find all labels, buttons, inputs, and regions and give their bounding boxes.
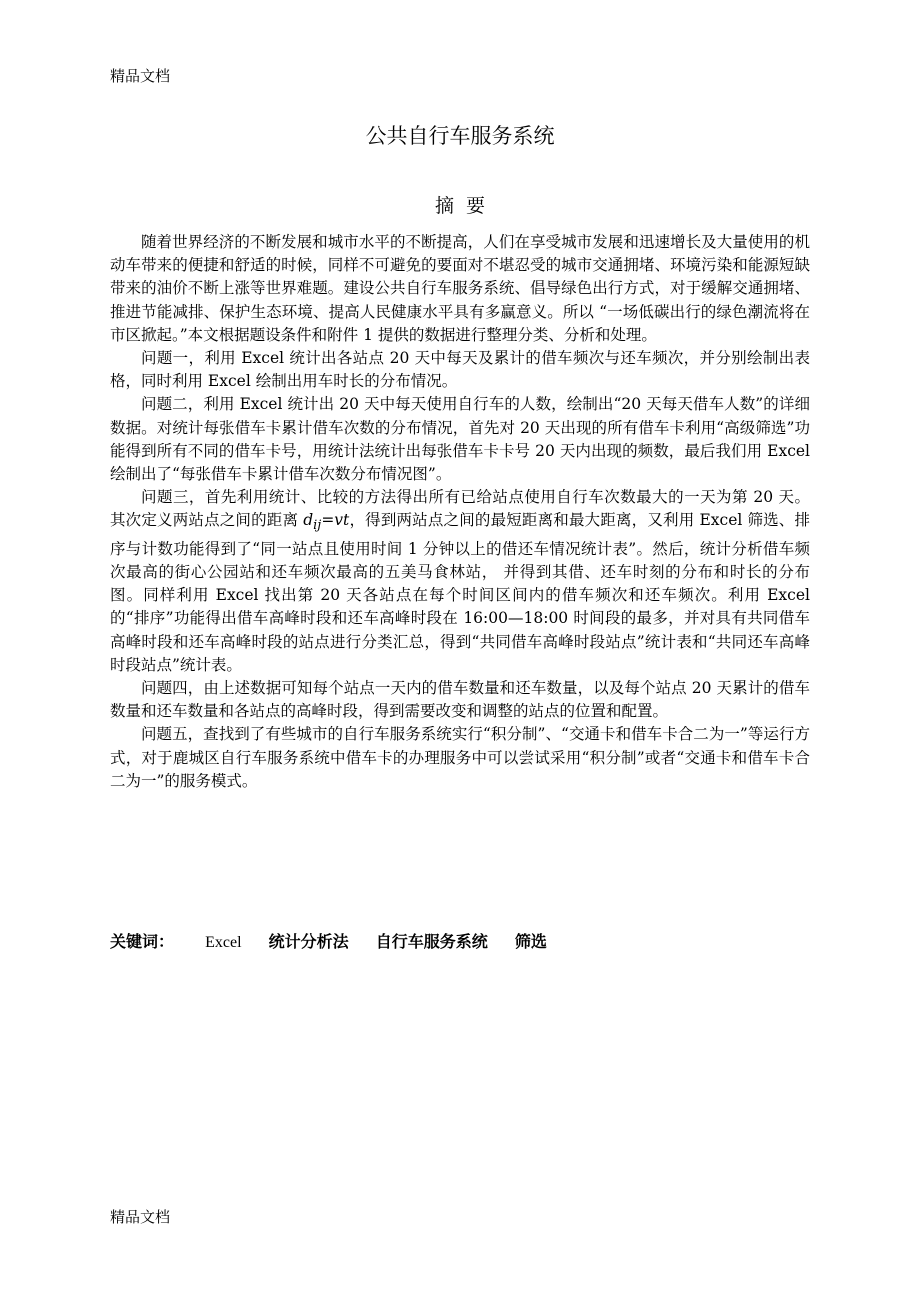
distance-subscript: ij xyxy=(313,518,322,534)
page-footer: 精品文档 xyxy=(110,1208,171,1226)
abstract-paragraph-q4: 问题四，由上述数据可知每个站点一天内的借车数量和还车数量，以及每个站点 20 天累计的借车数量和还车数量和各站点的高峰时段，得到需要改变和调整的站点的位置和配置。 xyxy=(110,678,810,721)
abstract-paragraph-q2: 问题二，利用 Excel 统计出 20 天中每天使用自行车的人数，绘制出“20 天每天借车人数”的详细数据。对统计每张借车卡累计借车次数的分布情况，首先对 20 天出现的所有借车卡利用“高级筛选”功能得到所有不同的借车卡号，用统计法统计出每张借车卡卡号 20 天内出现的频数，最后我们用 Excel 绘制出了“每张借车卡累计借车次数分布情况图”。 xyxy=(110,395,810,484)
keyword-item: 统计分析法 xyxy=(268,932,349,951)
document-title: 公共自行车服务系统 xyxy=(365,124,555,148)
keyword-item: 自行车服务系统 xyxy=(375,932,488,951)
abstract-paragraph-q1: 问题一，利用 Excel 统计出各站点 20 天中每天及累计的借车频次与还车频次，并分别绘制出表格，同时利用 Excel 绘制出用车时长的分布情况。 xyxy=(110,349,810,391)
keyword-item: 筛选 xyxy=(514,932,547,951)
keywords-label: 关键词： xyxy=(110,932,175,951)
abstract-body xyxy=(110,231,810,793)
q3-text-part-1: 问题三，首先利用统计、比较的方法得出所有已给站点使用自行车次数最大的一天为第 20 天。 其次定义两站点之间的距离 xyxy=(110,488,810,530)
distance-formula: =vt xyxy=(321,511,350,530)
q3-text-part-2: ，得到两站点之间的最短距离和最大距离，又利用 Excel 筛选、排序与计数功能得到了“同一站点且使用时间 1 分钟以上的借还车情况统计表”。然后，统计分析借车频次最高的街心公园站和还车频次最高的五美马食林站， 并得到其借、还车时刻的分布和时长的分布图。同样利用 Excel 找出第 20 天各站点在每个时间区间内的借车频次和还车频次。利用 Excel 的“排序”功能得出借车高峰时段和还车高峰时段在 16:00—18:00 时间段的最多，并对具有共同借车高峰时段和还车高峰时段的站点进行分类汇总，得到“共同借车高峰时段站点”统计表和“共同还车高峰时段站点”统计表。 xyxy=(110,511,810,674)
keywords-line xyxy=(110,930,810,955)
abstract-heading: 摘要 xyxy=(434,195,497,217)
abstract-paragraph-q5: 问题五，查找到了有些城市的自行车服务系统实行“积分制”、“交通卡和借车卡合二为一”等运行方式，对于鹿城区自行车服务系统中借车卡的办理服务中可以尝试采用“积分制”或者“交通卡和借车卡合二为一”的服务模式。 xyxy=(110,725,810,790)
distance-variable: d xyxy=(303,511,314,530)
abstract-paragraph-intro: 随着世界经济的不断发展和城市水平的不断提高，人们在享受城市发展和迅速增长及大量使用的机动车带来的便捷和舒适的时候，同样不可避免的要面对不堪忍受的城市交通拥堵、环境污染和能源短缺带来的油价不断上涨等世界难题。建设公共自行车服务系统、倡导绿色出行方式，对于缓解交通拥堵、推进节能减排、保护生态环境、提高人民健康水平具有多赢意义。所以 “一场低碳出行的绿色潮流将在市区掀起。”本文根据题设条件和附件 1 提供的数据进行整理分类、分析和处理。 xyxy=(110,233,810,344)
keyword-item: Excel xyxy=(205,934,242,951)
page-header: 精品文档 xyxy=(110,67,171,85)
abstract-paragraph-q3 xyxy=(110,486,810,677)
